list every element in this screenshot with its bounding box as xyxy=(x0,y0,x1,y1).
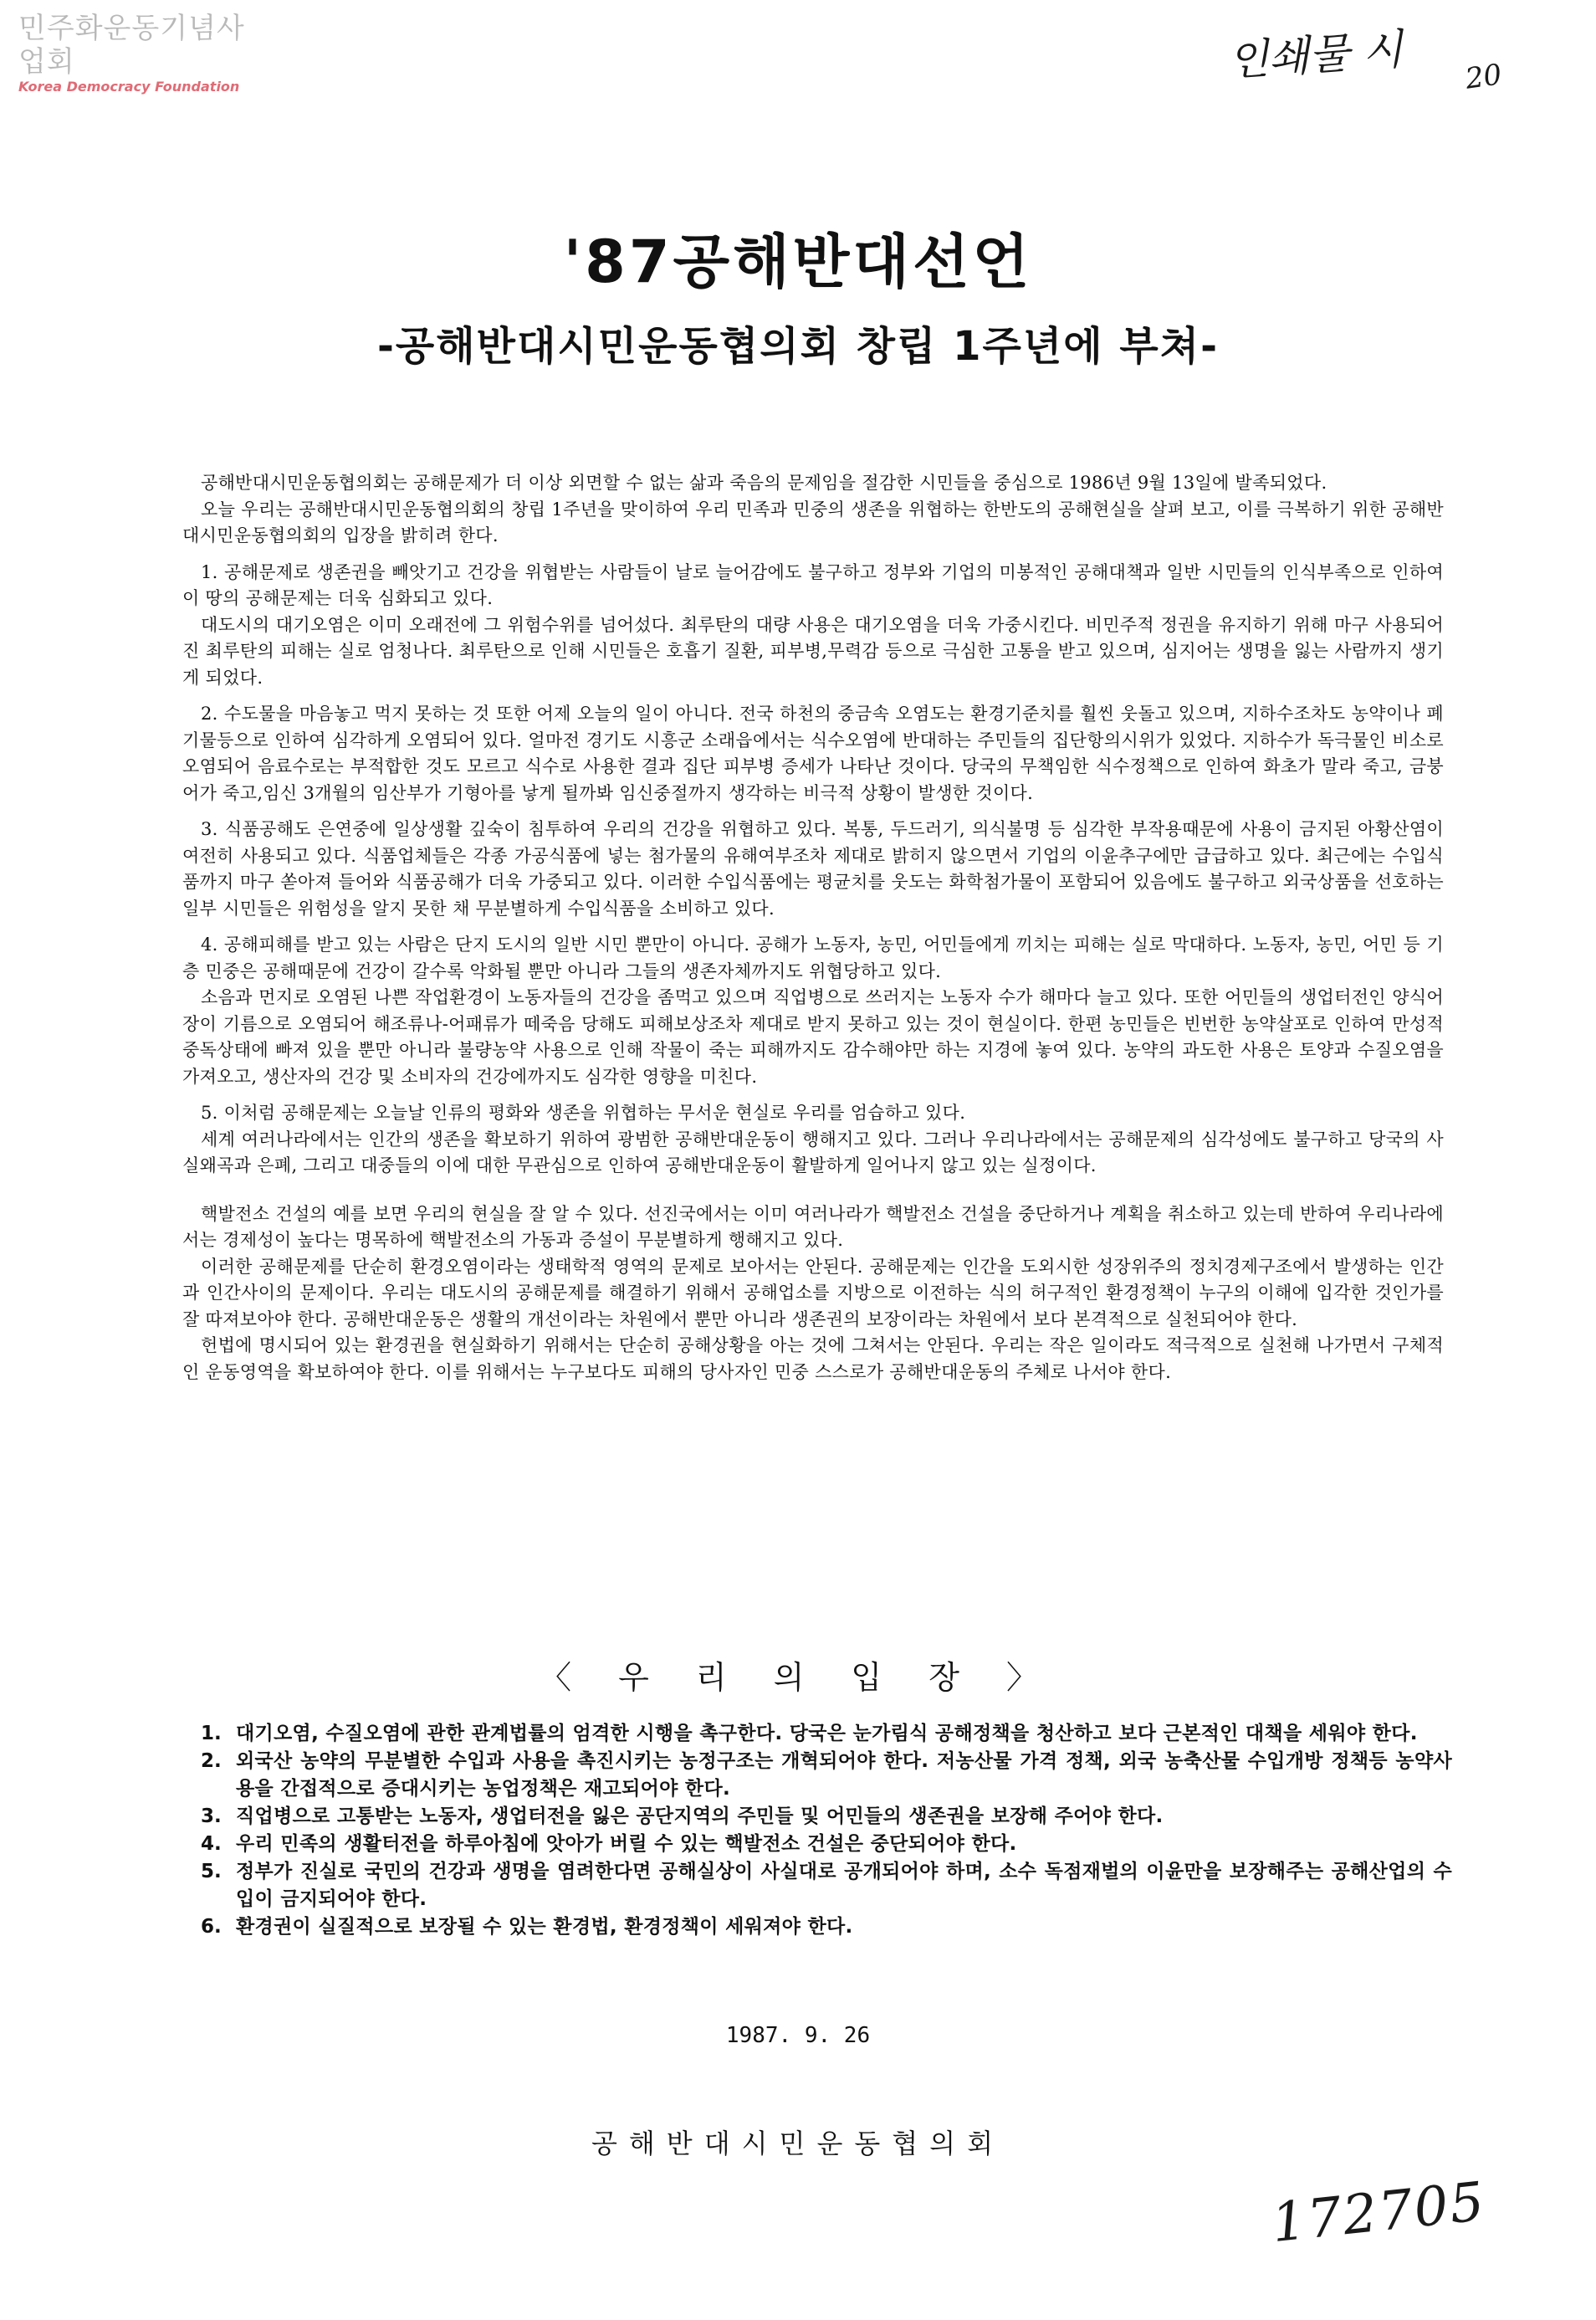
demand-number: 3. xyxy=(201,1805,222,1827)
demand-number: 4. xyxy=(201,1833,222,1855)
document-title: '87공해반대선언 xyxy=(563,228,1033,296)
demand-item xyxy=(201,1831,1452,1858)
organization-signature: 공해반대시민운동협의회 xyxy=(591,2128,1005,2159)
paragraph-intro-1: 공해반대시민운동협의회는 공해문제가 더 이상 외면할 수 없는 삶과 죽음의 문제임을 절감한 시민들을 중심으로 1986년 9월 13일에 발족되었다. xyxy=(201,473,1327,493)
demand-item xyxy=(201,1803,1452,1831)
document-body xyxy=(182,470,1444,1385)
demand-number: 2. xyxy=(201,1750,222,1772)
paragraph-intro-2: 오늘 우리는 공해반대시민운동협의회의 창립 1주년을 맞이하여 우리 민족과 민중의 생존을 위협하는 한반도의 공해현실을 살펴 보고, 이를 극복하기 위한 공해반대시민운동협의회의 입장을 밝히려 한다. xyxy=(182,499,1444,545)
demand-number: 1. xyxy=(201,1723,222,1744)
demand-item xyxy=(201,1913,1452,1941)
demand-item xyxy=(201,1858,1452,1913)
demand-text: 대기오염, 수질오염에 관한 관계법률의 엄격한 시행을 촉구한다. 당국은 눈가림식 공해정책을 청산하고 보다 근본적인 대책을 세워야 한다. xyxy=(236,1723,1418,1744)
document-subtitle: -공해반대시민운동협의회 창립 1주년에 부쳐- xyxy=(376,323,1219,370)
position-heading: 〈 우 리 의 입 장 〉 xyxy=(539,1659,1056,1696)
paragraph-constitution: 헌법에 명시되어 있는 환경권을 현실화하기 위해서는 단순히 공해상황을 아는 것에 그쳐서는 안된다. 우리는 작은 일이라도 적극적으로 실천해 나가면서 구체적인 운동영역을 확보하여야 한다. 이를 위해서는 누구보다도 피해의 당사자인 민중 스스로가 공해반대운동의 주체로 나서야 한다. xyxy=(182,1335,1444,1382)
paragraph-section-1-detail: 대도시의 대기오염은 이미 오래전에 그 위험수위를 넘어섰다. 최루탄의 대량 사용은 대기오염을 더욱 가중시킨다. 비민주적 정권을 유지하기 위해 마구 사용되어진 최루탄의 피해는 실로 엄청나다. 최루탄으로 인해 시민들은 호흡기 질환, 피부병,무력감 등으로 극심한 고통을 받고 있으며, 심지어는 생명을 잃는 사람까지 생기게 되었다. xyxy=(182,614,1444,688)
demand-number: 6. xyxy=(201,1916,222,1938)
demand-text: 외국산 농약의 무분별한 수입과 사용을 촉진시키는 농정구조는 개혁되어야 한다. 저농산물 가격 정책, 외국 농축산물 수입개방 정책등 농약사용을 간접적으로 증대시키는 농업정책은 재고되어야 한다. xyxy=(236,1750,1452,1800)
paragraph-structure: 이러한 공해문제를 단순히 환경오염이라는 생태학적 영역의 문제로 보아서는 안된다. 공해문제는 인간을 도외시한 성장위주의 정치경제구조에서 발생하는 인간과 인간사이의 문제이다. 우리는 대도시의 공해문제를 해결하기 위해서 공해업소를 지방으로 이전하는 식의 허구적인 환경정책이 누구의 이해에 입각한 것인가를 잘 따져보아야 한다. 공해반대운동은 생활의 개선이라는 차원에서 뿐만 아니라 생존권의 보장이라는 차원에서 보다 본격적으로 실천되어야 한다. xyxy=(182,1256,1444,1329)
demand-text: 우리 민족의 생활터전을 하루아침에 앗아가 버릴 수 있는 핵발전소 건설은 중단되어야 한다. xyxy=(236,1833,1017,1855)
handwritten-archive-number: 172705 xyxy=(1268,2170,1489,2256)
paragraph-section-5: 5. 이처럼 공해문제는 오늘날 인류의 평화와 생존을 위협하는 무서운 현실로 우리를 엄습하고 있다. xyxy=(201,1103,966,1123)
demand-number: 5. xyxy=(201,1861,222,1882)
demand-text: 정부가 진실로 국민의 건강과 생명을 염려한다면 공해실상이 사실대로 공개되어야 하며, 소수 독점재벌의 이윤만을 보장해주는 공해산업의 수입이 금지되어야 한다. xyxy=(236,1861,1452,1910)
handwritten-page-number: 20 xyxy=(1463,58,1504,96)
demand-item xyxy=(201,1720,1452,1748)
document-date: 1987. 9. 26 xyxy=(725,2023,871,2048)
paragraph-section-4-detail: 소음과 먼지로 오염된 나쁜 작업환경이 노동자들의 건강을 좀먹고 있으며 직업병으로 쓰러지는 노동자 수가 해마다 늘고 있다. 또한 어민들의 생업터전인 양식어장이 기름으로 오염되어 해조류나-어패류가 떼죽음 당해도 피해보상조차 제대로 받지 못하고 있는 것이 현실이다. 한편 농민들은 빈번한 농약살포로 인하여 만성적 중독상태에 빠져 있을 뿐만 아니라 불량농약 사용으로 인해 작물이 죽는 피해까지도 감수해야만 하는 지경에 놓여 있다. 농약의 과도한 사용은 토양과 수질오염을 가져오고, 생산자의 건강 및 소비자의 건강에까지도 심각한 영향을 미친다. xyxy=(182,987,1444,1087)
paragraph-section-4: 4. 공해피해를 받고 있는 사람은 단지 도시의 일반 시민 뿐만이 아니다. 공해가 노동자, 농민, 어민들에게 끼치는 피해는 실로 막대하다. 노동자, 농민, 어민 등 기층 민중은 공해때문에 건강이 갈수록 악화될 뿐만 아니라 그들의 생존자체까지도 위협당하고 있다. xyxy=(182,935,1444,981)
demands-list xyxy=(201,1720,1452,1941)
paragraph-section-1: 1. 공해문제로 생존권을 빼앗기고 건강을 위협받는 사람들이 날로 늘어감에도 불구하고 정부와 기업의 미봉적인 공해대책과 일반 시민들의 인식부족으로 인하여 이 땅의 공해문제는 더욱 심화되고 있다. xyxy=(182,561,1444,608)
handwritten-note-top: 인쇄물 시 xyxy=(1226,24,1405,86)
watermark-english: Korea Democracy Foundation xyxy=(18,79,240,95)
demand-text: 환경권이 실질적으로 보장될 수 있는 환경법, 환경정책이 세워져야 한다. xyxy=(236,1916,853,1938)
watermark xyxy=(18,12,269,95)
watermark-korean: 민주화운동기념사업회 xyxy=(18,12,245,79)
paragraph-nuclear: 핵발전소 건설의 예를 보면 우리의 현실을 잘 알 수 있다. 선진국에서는 이미 여러나라가 핵발전소 건설을 중단하거나 계획을 취소하고 있는데 반하여 우리나라에서는 경제성이 높다는 명목하에 핵발전소의 가동과 증설이 무분별하게 행해지고 있다. xyxy=(182,1203,1444,1250)
paragraph-section-5-detail: 세계 여러나라에서는 인간의 생존을 확보하기 위하여 광범한 공해반대운동이 행해지고 있다. 그러나 우리나라에서는 공해문제의 심각성에도 불구하고 당국의 사실왜곡과 은폐, 그리고 대중들의 이에 대한 무관심으로 인하여 공해반대운동이 활발하게 일어나지 않고 있는 실정이다. xyxy=(182,1129,1444,1175)
paragraph-section-2: 2. 수도물을 마음놓고 먹지 못하는 것 또한 어제 오늘의 일이 아니다. 전국 하천의 중금속 오염도는 환경기준치를 훨씬 웃돌고 있으며, 지하수조차도 농약이나 폐기물등으로 인하여 심각하게 오염되어 있다. 얼마전 경기도 시흥군 소래읍에서는 식수오염에 반대하는 주민들의 집단항의시위가 있었다. 지하수가 독극물인 비소로 오염되어 음료수로는 부적합한 것도 모르고 식수로 사용한 결과 집단 피부병 증세가 나타난 것이다. 당국의 무책임한 식수정책으로 인하여 화초가 말라 죽고, 금붕어가 죽고,임신 3개월의 임산부가 기형아를 낳게 될까봐 임신중절까지 생각하는 비극적 상황이 발생한 것이다. xyxy=(182,704,1444,803)
paragraph-section-3: 3. 식품공해도 은연중에 일상생활 깊숙이 침투하여 우리의 건강을 위협하고 있다. 복통, 두드러기, 의식불명 등 심각한 부작용때문에 사용이 금지된 아황산염이 여전히 사용되고 있다. 식품업체들은 각종 가공식품에 넣는 첨가물의 유해여부조차 제대로 밝히지 않으면서 기업의 이윤추구에만 급급하고 있다. 최근에는 수입식품까지 마구 쏟아져 들어와 식품공해가 더욱 가중되고 있다. 이러한 수입식품에는 평균치를 웃도는 화학첨가물이 포함되어 있음에도 불구하고 외국상품을 선호하는 일부 시민들은 위험성을 알지 못한 채 무분별하게 수입식품을 소비하고 있다. xyxy=(182,819,1444,919)
demand-text: 직업병으로 고통받는 노동자, 생업터전을 잃은 공단지역의 주민들 및 어민들의 생존권을 보장해 주어야 한다. xyxy=(236,1805,1164,1827)
demand-item xyxy=(201,1748,1452,1803)
